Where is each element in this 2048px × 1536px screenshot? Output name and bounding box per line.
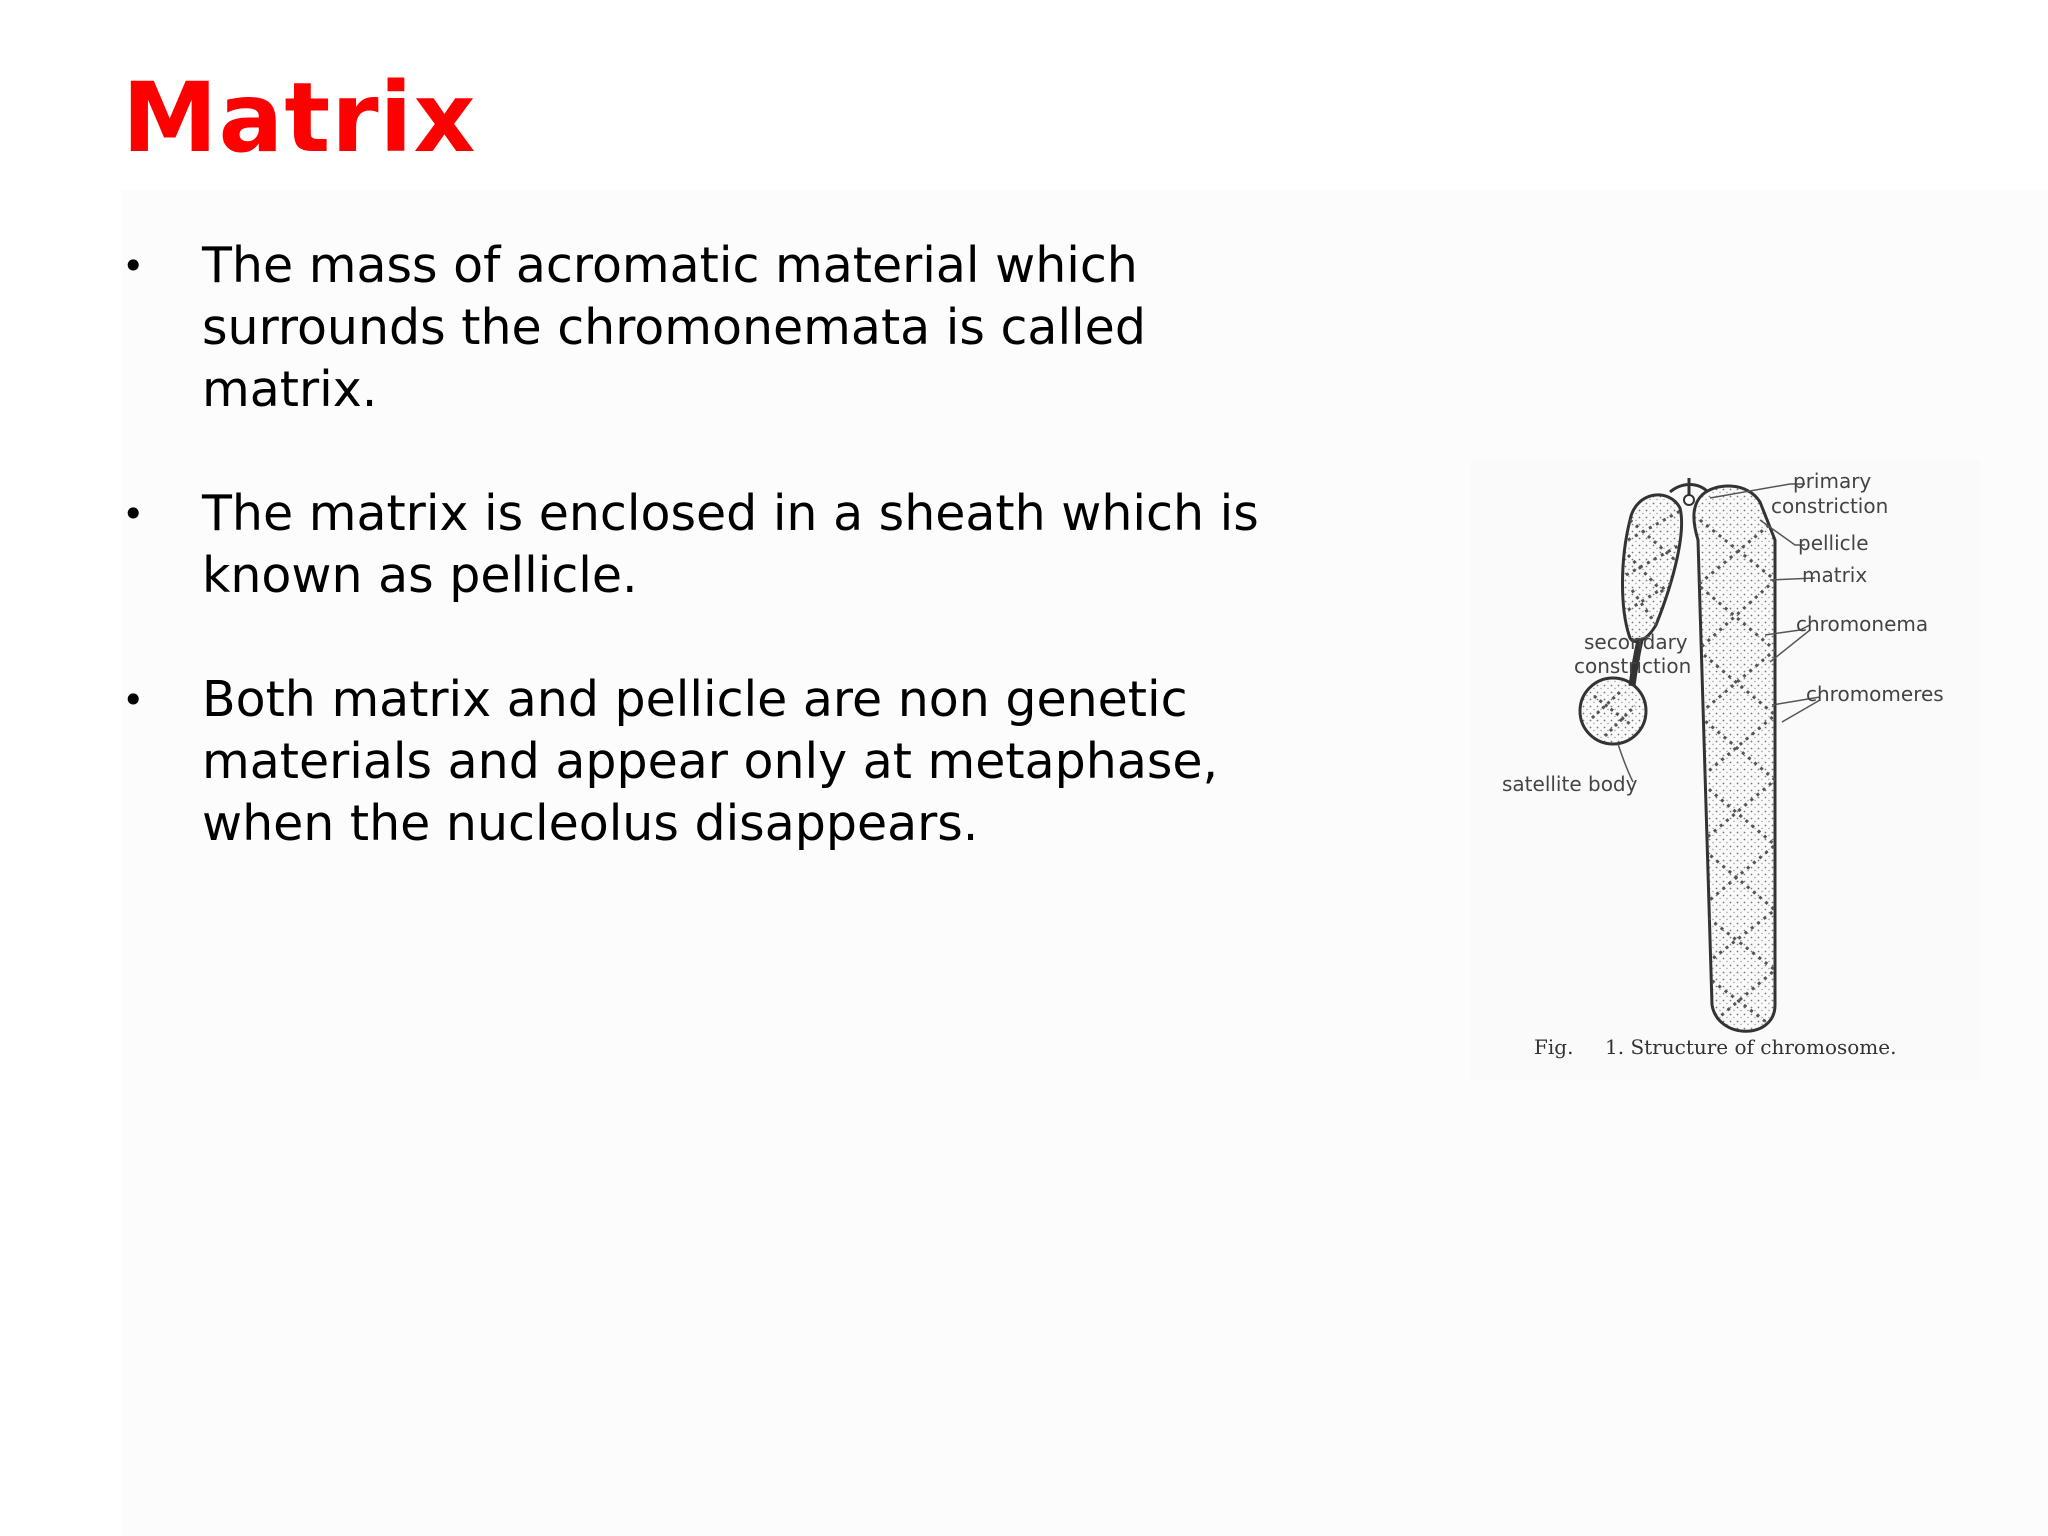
label-chromonema: chromonema <box>1796 612 1929 636</box>
bullet-item <box>120 483 1260 607</box>
label-satellite-body: satellite body <box>1502 772 1638 796</box>
bullet-item <box>120 669 1260 855</box>
bullet-text: Both matrix and pellicle are non genetic materials and appear only at metaphase, when the nucleolus disappears. <box>202 671 1219 852</box>
slide-title: Matrix <box>122 62 477 174</box>
satellite-body <box>1580 678 1646 744</box>
bullet-icon: • <box>122 678 145 722</box>
label-secondary-constriction: constriction <box>1574 654 1692 678</box>
chromosome-long-arm <box>1694 486 1775 1031</box>
label-constriction: constriction <box>1771 494 1889 518</box>
bullet-icon: • <box>122 244 145 288</box>
bullet-icon: • <box>122 492 145 536</box>
figure-caption-fig: Fig. <box>1534 1035 1574 1059</box>
bullet-list <box>120 235 1260 917</box>
chromosome-figure <box>1470 460 1980 1080</box>
label-primary: primary <box>1793 469 1872 493</box>
chromosome-diagram <box>1470 460 1980 1080</box>
bullet-text: The matrix is enclosed in a sheath which is known as pellicle. <box>202 485 1259 604</box>
bullet-item <box>120 235 1260 421</box>
bullet-text: The mass of acromatic material which surrounds the chromonemata is called matrix. <box>202 237 1146 418</box>
label-chromomeres: chromomeres <box>1806 682 1944 706</box>
label-matrix: matrix <box>1802 563 1868 587</box>
label-secondary: secondary <box>1584 630 1688 654</box>
figure-caption-text: 1. Structure of chromosome. <box>1605 1035 1897 1059</box>
label-pellicle: pellicle <box>1798 531 1869 555</box>
chromosome-short-arm <box>1623 495 1683 642</box>
